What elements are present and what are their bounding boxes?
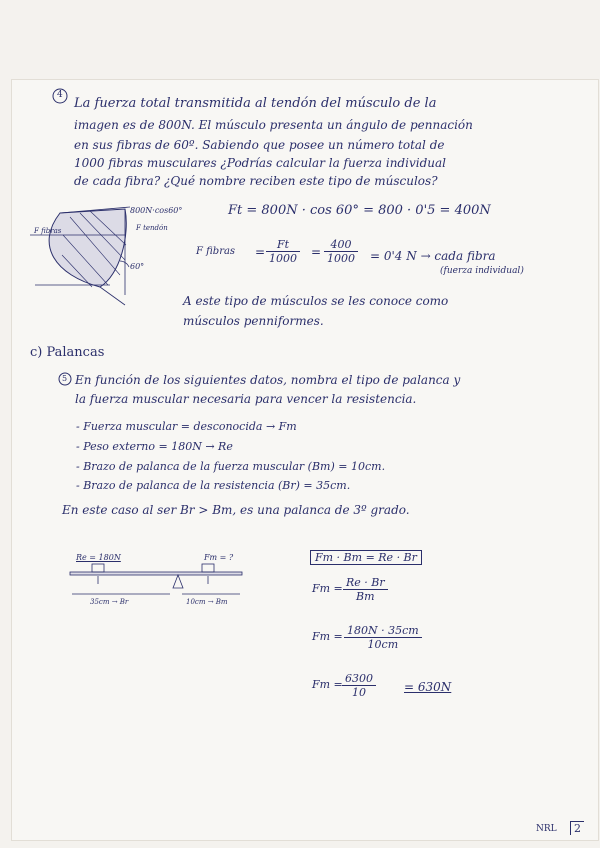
q5-line-1: En función de los siguientes datos, nombra el tipo de palanca y: [75, 373, 461, 387]
calc-f3-lhs: Fm =: [312, 678, 343, 691]
eq2-frac2-num: 400: [324, 238, 358, 252]
calc-fraction-1: [343, 576, 388, 603]
eq2-eq-sign-2: =: [311, 245, 322, 259]
q4-line-4: 1000 fibras musculares ¿Podrías calcular la fuerza individual: [74, 156, 446, 170]
q5-conclusion: En este caso al ser Br > Bm, es una palanca de 3º grado.: [62, 503, 410, 517]
footer-initials: NRL: [536, 824, 557, 834]
q5-line-2: la fuerza muscular necesaria para vencer la resistencia.: [75, 392, 417, 406]
diagram-angle-label: 60°: [130, 262, 145, 271]
lever-re-label: Re = 180N: [76, 553, 121, 562]
equation-ft: Ft = 800N · cos 60° = 800 · 0'5 = 400N: [228, 203, 491, 218]
calc-f2-num: 180N · 35cm: [344, 624, 422, 638]
q5-item-1: - Fuerza muscular = desconocida → Fm: [76, 420, 297, 433]
eq2-fraction-1: [266, 238, 300, 265]
calc-f2-den: 10cm: [367, 638, 399, 651]
q5-item-4: - Brazo de palanca de la resistencia (Br) = 35cm.: [76, 479, 351, 492]
eq2-eq-sign-1: =: [255, 245, 266, 259]
calc-f3-result: = 630N: [404, 680, 452, 694]
calc-f1-den: Bm: [356, 590, 375, 603]
calc-f3-num: 6300: [342, 672, 376, 686]
question-4-number: 4: [57, 90, 63, 100]
eq2-frac1-num: Ft: [266, 238, 300, 252]
calc-f1-num: Re · Br: [343, 576, 388, 590]
calc-fraction-2: [344, 624, 422, 651]
question-5-number: 5: [62, 374, 68, 383]
section-c-title: c) Palancas: [30, 345, 105, 360]
eq2-frac2-den: 1000: [327, 252, 355, 265]
pennate-muscle-diagram: [30, 205, 190, 315]
eq2-note: (fuerza individual): [440, 266, 524, 276]
calc-f1-lhs: Fm =: [312, 582, 343, 595]
q4-line-5: de cada fibra? ¿Qué nombre reciben este tipo de músculos?: [74, 174, 438, 188]
eq2-fraction-2: [324, 238, 358, 265]
q4-answer-line-1: A este tipo de músculos se les conoce como: [183, 294, 449, 308]
calc-boxed-equation: Fm · Bm = Re · Br: [310, 550, 422, 565]
eq2-frac1-den: 1000: [269, 252, 297, 265]
lever-br-label: 35cm → Br: [90, 598, 129, 606]
calc-f3-den: 10: [352, 686, 366, 699]
q4-line-2: imagen es de 800N. El músculo presenta un ángulo de pennación: [74, 118, 473, 132]
calc-f2-lhs: Fm =: [312, 630, 343, 643]
calc-fraction-3: [342, 672, 376, 699]
q4-line-1: La fuerza total transmitida al tendón del músculo de la: [74, 96, 437, 111]
footer-page-number: 2: [570, 821, 584, 835]
q5-item-3: - Brazo de palanca de la fuerza muscular (Bm) = 10cm.: [76, 460, 386, 473]
diagram-left-label: F fibras: [34, 227, 62, 235]
eq2-result: = 0'4 N → cada fibra: [370, 249, 496, 263]
diagram-right-label: F tendón: [136, 224, 168, 232]
lever-fm-label: Fm = ?: [204, 553, 234, 562]
diagram-top-label: 800N·cos60°: [130, 206, 183, 215]
q5-item-2: - Peso externo = 180N → Re: [76, 440, 233, 453]
lever-bm-label: 10cm → Bm: [186, 598, 228, 606]
q4-line-3: en sus fibras de 60º. Sabiendo que posee un número total de: [74, 138, 445, 152]
eq2-lhs: F fibras: [196, 246, 236, 257]
q4-answer-line-2: músculos penniformes.: [183, 314, 324, 328]
